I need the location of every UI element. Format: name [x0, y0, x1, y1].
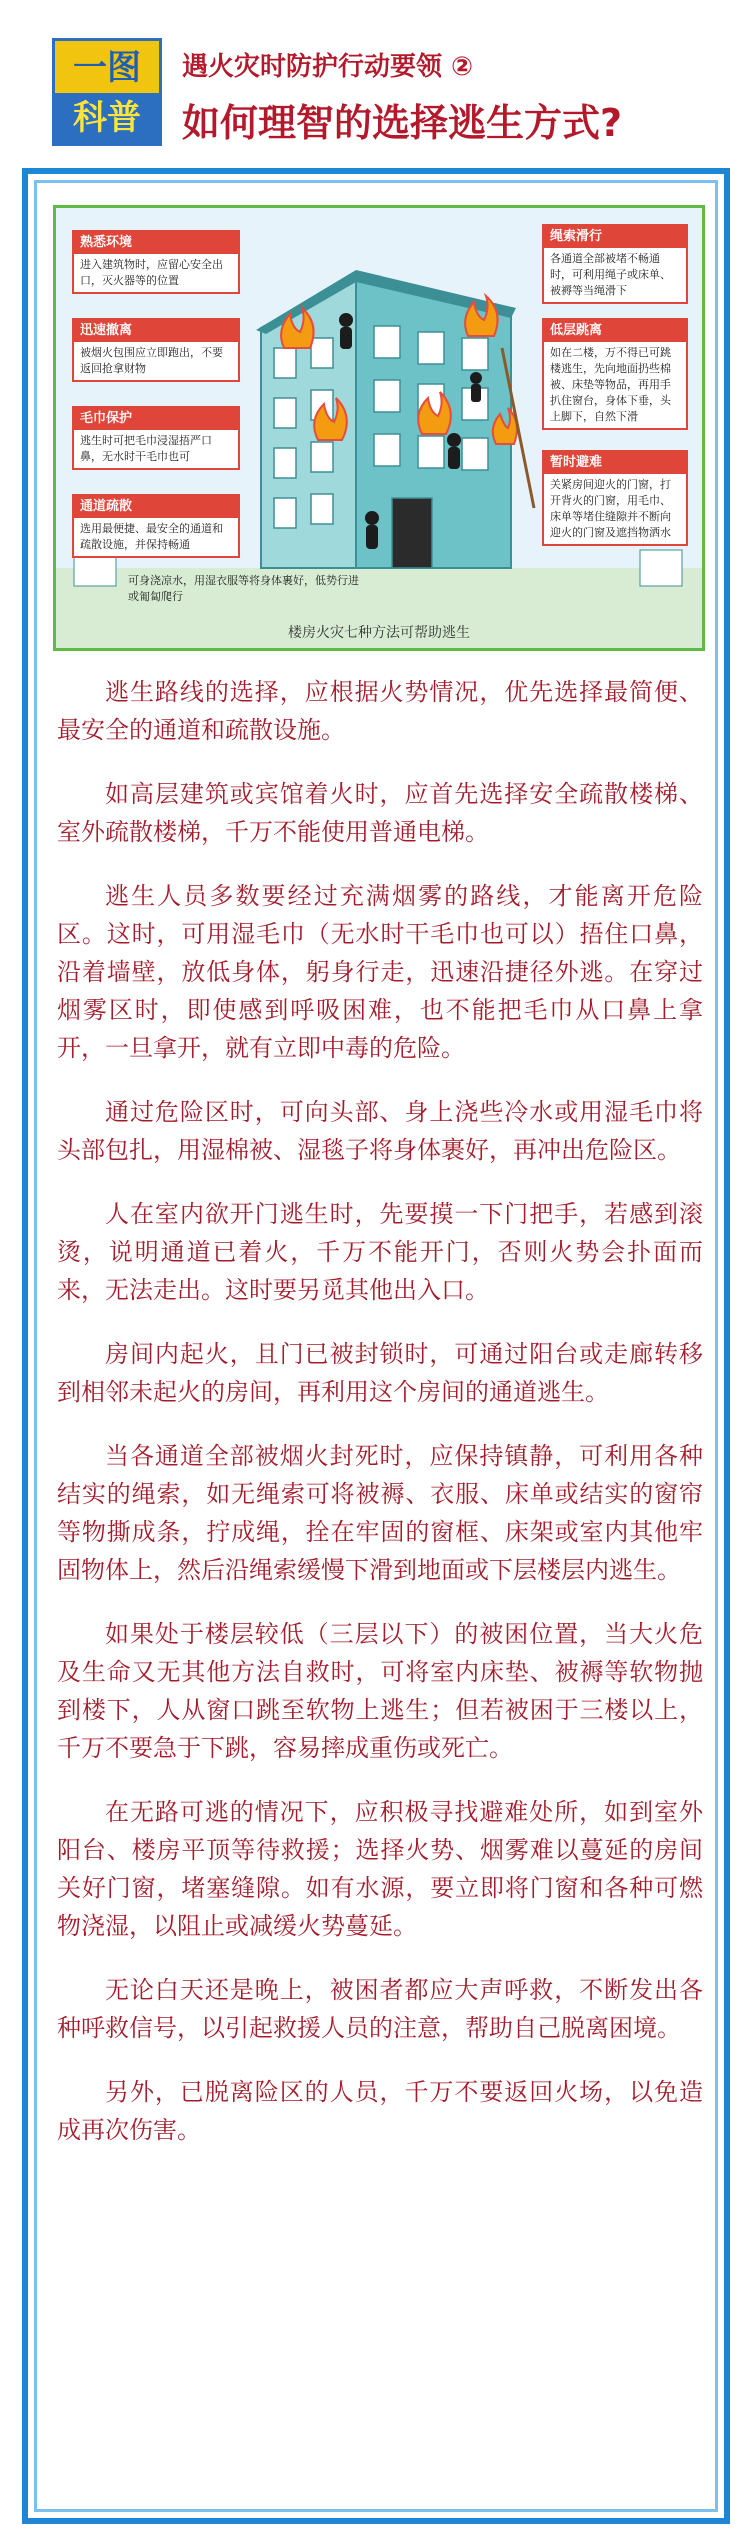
callout-body: 如在二楼，万不得已可跳楼逃生，先向地面扔些棉被、床垫等物品，再用手扒住窗台，身体下垂，头上脚下，自然下滑 — [550, 346, 671, 423]
paragraph: 无论白天还是晚上，被困者都应大声呼救，不断发出各种呼救信号，以引起救援人员的注意，帮助自己脱离困境。 — [57, 1976, 703, 2042]
paragraph: 另外，已脱离险区的人员，千万不要返回火场，以免造成再次伤害。 — [57, 2078, 703, 2144]
logo-line-2: 科普 — [55, 93, 159, 143]
fire-escape-illustration — [53, 205, 705, 651]
callout-wet-clothes — [122, 570, 372, 608]
page-subtitle: 遇火灾时防护行动要领 ② — [182, 52, 474, 82]
callout-body: 逃生时可把毛巾浸湿捂严口鼻，无水时干毛巾也可 — [80, 434, 212, 463]
article-body — [57, 673, 703, 2175]
paragraph: 在无路可逃的情况下，应积极寻找避难处所，如到室外阳台、楼房平顶等待救援；选择火势、烟雾难以蔓延的房间关好门窗，堵塞缝隙。如有水源，要立即将门窗和各种可燃物浇湿，以阻止或减缓火势蔓延。 — [57, 1798, 703, 1940]
callout-rope-descent — [542, 224, 688, 304]
callout-body: 可身浇凉水，用湿衣服等将身体裹好，低势行进或匍匐爬行 — [128, 574, 359, 603]
paragraph: 逃生路线的选择，应根据火势情况，优先选择最简便、最安全的通道和疏散设施。 — [57, 678, 703, 744]
callout-low-floor-jump — [542, 318, 688, 430]
content-frame — [22, 168, 730, 2524]
callout-title: 绳索滑行 — [544, 226, 686, 248]
figure-caption: 楼房火灾七种方法可帮助逃生 — [288, 625, 470, 641]
callout-title: 迅速撤离 — [74, 320, 238, 342]
content-frame-inner — [34, 180, 718, 2512]
logo-line-1: 一图 — [73, 48, 141, 88]
paragraph: 通过危险区时，可向头部、身上浇些冷水或用湿毛巾将头部包扎，用湿棉被、湿毯子将身体裹好，再冲出危险区。 — [57, 1098, 703, 1164]
callout-passage-evacuation — [72, 494, 240, 558]
callout-body: 选用最便捷、最安全的通道和疏散设施，并保持畅通 — [80, 522, 223, 551]
callout-body: 关紧房间迎火的门窗，打开背火的门窗，用毛巾、床单等堵住缝隙并不断向迎火的门窗及遮挡物洒水 — [550, 478, 671, 539]
page-title: 如何理智的选择逃生方式? — [182, 101, 623, 145]
callout-body: 各通道全部被堵不畅通时，可利用绳子或床单、被褥等当绳滑下 — [550, 252, 671, 297]
callout-title: 熟悉环境 — [74, 232, 238, 254]
callout-title: 暂时避难 — [544, 452, 686, 474]
header — [0, 0, 752, 168]
callout-evacuate-quickly — [72, 318, 240, 382]
paragraph: 如果处于楼层较低（三层以下）的被困位置，当大火危及生命又无其他方法自救时，可将室内床垫、被褥等软物抛到楼下，人从窗口跳至软物上逃生；但若被困于三楼以上，千万不要急于下跳，容易摔成重伤或死亡。 — [57, 1620, 703, 1762]
callout-towel-protection — [72, 406, 240, 470]
paragraph: 逃生人员多数要经过充满烟雾的路线，才能离开危险区。这时，可用湿毛巾（无水时干毛巾也可以）捂住口鼻，沿着墙壁，放低身体，躬身行走，迅速沿捷径外逃。在穿过烟雾区时，即使感到呼吸困难，也不能把毛巾从口鼻上拿开，一旦拿开，就有立即中毒的危险。 — [57, 882, 703, 1062]
callout-title: 通道疏散 — [74, 496, 238, 518]
callout-title: 低层跳离 — [544, 320, 686, 342]
callout-temporary-refuge — [542, 450, 688, 546]
callout-body: 进入建筑物时，应留心安全出口，灭火器等的位置 — [80, 258, 223, 287]
paragraph: 当各通道全部被烟火封死时，应保持镇静，可利用各种结实的绳索，如无绳索可将被褥、衣服、床单或结实的窗帘等物撕成条，拧成绳，拴在牢固的窗框、床架或室内其他牢固物体上，然后沿绳索缓慢下滑到地面或下层楼层内逃生。 — [57, 1442, 703, 1584]
logo-badge — [52, 38, 162, 146]
callout-title: 毛巾保护 — [74, 408, 238, 430]
callout-know-environment — [72, 230, 240, 294]
paragraph: 人在室内欲开门逃生时，先要摸一下门把手，若感到滚烫，说明通道已着火，千万不能开门，否则火势会扑面而来，无法走出。这时要另觅其他出入口。 — [57, 1200, 703, 1304]
callout-body: 被烟火包围应立即跑出，不要返回抢拿财物 — [80, 346, 223, 375]
paragraph: 如高层建筑或宾馆着火时，应首先选择安全疏散楼梯、室外疏散楼梯，千万不能使用普通电梯。 — [57, 780, 703, 846]
paragraph: 房间内起火，且门已被封锁时，可通过阳台或走廊转移到相邻未起火的房间，再利用这个房间的通道逃生。 — [57, 1340, 703, 1406]
